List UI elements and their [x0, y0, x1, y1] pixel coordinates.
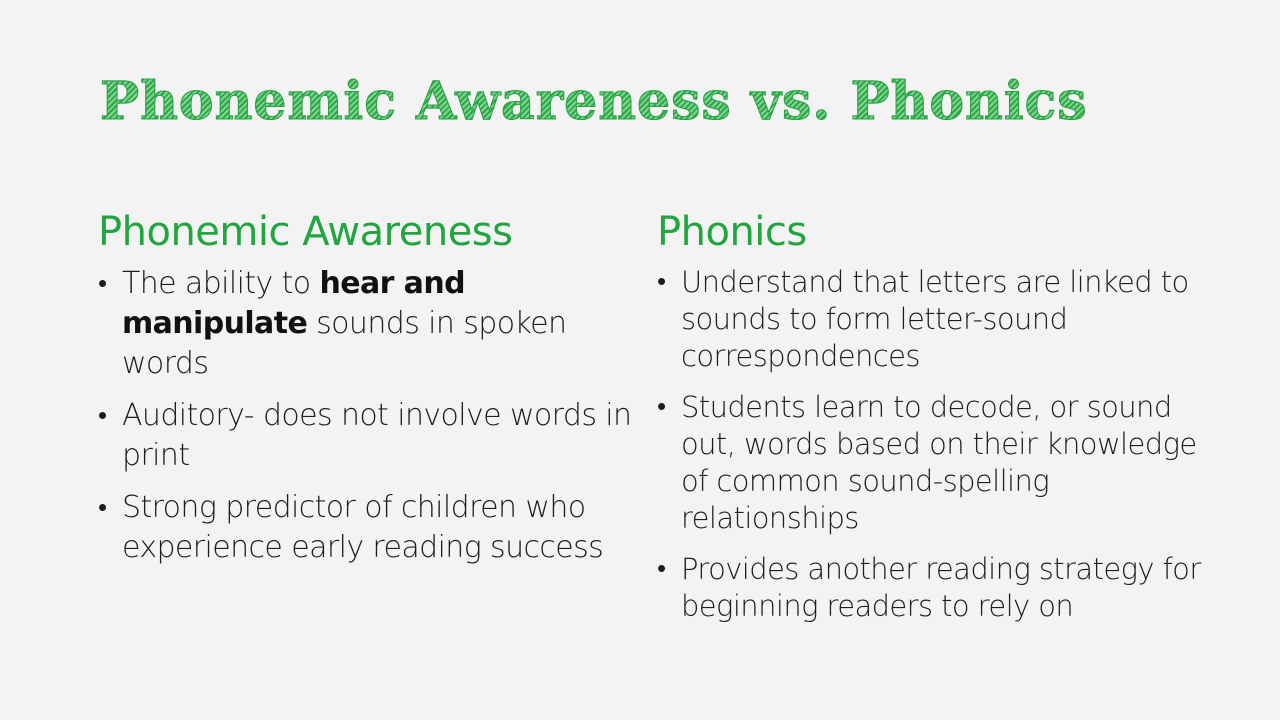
bullet-text: Provides another reading strategy for beginning readers to rely on — [681, 552, 1201, 623]
list-item — [98, 396, 638, 476]
slide-title: Phonemic Awareness vs. Phonics — [100, 71, 1088, 132]
bullet-icon: • — [657, 554, 667, 584]
list-item — [98, 264, 638, 384]
bullet-text: Understand that letters are linked to sounds to form letter-sound correspondences — [681, 265, 1189, 373]
list-item — [657, 389, 1217, 537]
bullet-text — [122, 264, 638, 384]
phonics-list — [657, 264, 1217, 625]
bullet-text-post: sounds in spoken words — [122, 306, 567, 381]
bullet-icon: • — [98, 401, 108, 431]
bullet-icon: • — [657, 392, 667, 422]
list-item — [98, 488, 638, 568]
list-item — [657, 551, 1217, 625]
phonics-heading: Phonics — [657, 209, 807, 255]
bullet-icon: • — [98, 269, 108, 299]
phonemic-awareness-heading: Phonemic Awareness — [98, 209, 513, 255]
bullet-text: Strong predictor of children who experience early reading success — [122, 490, 604, 565]
bullet-icon: • — [98, 493, 108, 523]
phonics-column — [657, 208, 1217, 639]
bullet-text: Auditory- does not involve words in print — [122, 398, 632, 473]
bullet-text-bold: hear and manipulate — [122, 266, 465, 341]
list-item — [657, 264, 1217, 375]
bullet-text: Students learn to decode, or sound out, words based on their knowledge of common sound-spelling relationships — [681, 390, 1197, 535]
bullet-icon: • — [657, 267, 667, 297]
phonemic-awareness-column — [98, 208, 638, 580]
phonemic-awareness-list — [98, 264, 638, 568]
bullet-text-pre: The ability to — [122, 266, 320, 301]
